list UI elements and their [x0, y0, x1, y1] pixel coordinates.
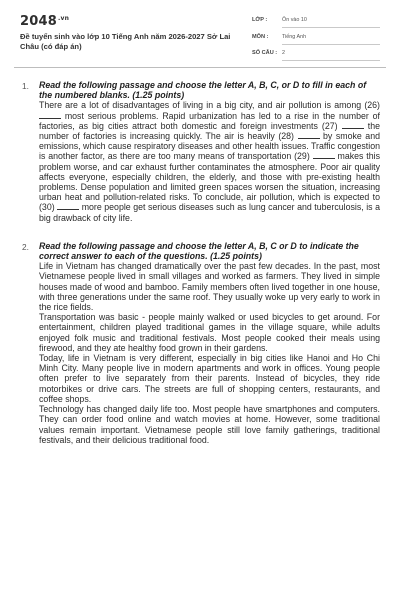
reading-paragraph-1: Life in Vietnam has changed dramatically over the past few decades. In the past, most Vietnamese people lived in small villages and worked as farmers. They lived in simple houses made of wood and bamboo. Family members often lived together in one house, with three generations under the same roof. They usually woke up very early to work in the rice fields. [39, 261, 380, 313]
subject-label: MÔN : [252, 33, 269, 40]
question-instruction: Read the following passage and choose the letter A, B, C or D to indicate the correct answer to each of the questions. (1.25 points) [39, 240, 359, 262]
subject-underline [282, 44, 380, 45]
reading-paragraph-2: Transportation was basic - people mainly walked or used bicycles to get around. For entertainment, children played traditional games in the village square, while adults enjoyed folk music and traditional festivals. Most people cooked their meals using firewood, and they ate healthy food grown in their gardens. [39, 312, 380, 353]
blank-27 [342, 121, 364, 129]
question-number: 1. [22, 81, 29, 91]
passage-text: the number of factories is increasing quickly. The air is heavily (28) [39, 120, 380, 142]
cloze-passage [39, 100, 380, 222]
question-instruction: Read the following passage and choose the letter A, B, C, or D to fill in each of the numbered blanks. (1.25 points) [39, 80, 367, 101]
blank-26 [39, 111, 61, 119]
passage-text: by smoke and emissions, which cause respiratory diseases and other health issues. Traffic congestion is another factor, as there are too many means of transportation (29) [39, 131, 380, 162]
subject-field [252, 31, 380, 45]
reading-paragraph-3: Today, life in Vietnam is very different, especially in big cities like Hanoi and Ho Chi Minh City. Many people live in modern apartments and work in offices. Young people often prefer to live separately from their parents. Instead of bicycles, they ride motorbikes or drive cars. The streets are full of shopping centers, restaurants, and coffee shops. [39, 353, 380, 404]
exam-info [252, 14, 380, 64]
passage-text: There are a lot of disadvantages of living in a big city, and air pollution is among (26) [39, 100, 380, 111]
passage-text: most serious problems. Rapid urbanization has led to a rise in the number of factories, as big cities attract both domestic and foreign investments (27) [39, 110, 380, 131]
page-header [0, 0, 400, 62]
class-value: Ôn vào 10 [282, 17, 307, 23]
logo-suffix: .vn [57, 14, 70, 22]
blank-28 [298, 131, 320, 139]
class-field [252, 14, 380, 28]
class-underline [282, 27, 380, 28]
passage-text: makes this problem worse, and car exhaust further contaminates the atmosphere. Poor air quality affects everyone, especially children, the elderly, and those with pre-existing health problems. Dense population and limited green spaces worsen the situation, increasing urban heat and pollution-related risks. To conclude, air pollution, which is expected to (30) [39, 151, 380, 213]
question-2 [0, 241, 400, 445]
question-1 [0, 80, 400, 223]
passage-text: more people get serious diseases such as lung cancer and tuberculosis, is a big drawback of city life. [39, 202, 380, 223]
question-number: 2. [22, 241, 29, 252]
question-count-label: SỐ CÂU : [252, 50, 278, 56]
subject-value: Tiếng Anh [282, 33, 307, 40]
question-count-underline [282, 60, 380, 61]
header-divider [14, 67, 386, 68]
blank-29 [313, 151, 335, 159]
document-title: Đề tuyển sinh vào lớp 10 Tiếng Anh năm 2026-2027 Sở Lai Châu (có đáp án) [20, 32, 231, 51]
class-label: LỚP : [252, 17, 268, 23]
blank-30 [57, 202, 79, 210]
question-count-field [252, 47, 380, 61]
reading-paragraph-4: Technology has changed daily life too. Most people have smartphones and computers. They can order food online and watch movies at home. However, some traditional values remain important. Vietnamese people still love family gatherings, traditional festivals, and their delicious traditional food. [39, 404, 380, 445]
site-logo[interactable] [20, 14, 69, 29]
logo-text: 2048 [20, 14, 57, 29]
exam-content [0, 80, 400, 445]
question-count-value: 2 [282, 50, 285, 56]
